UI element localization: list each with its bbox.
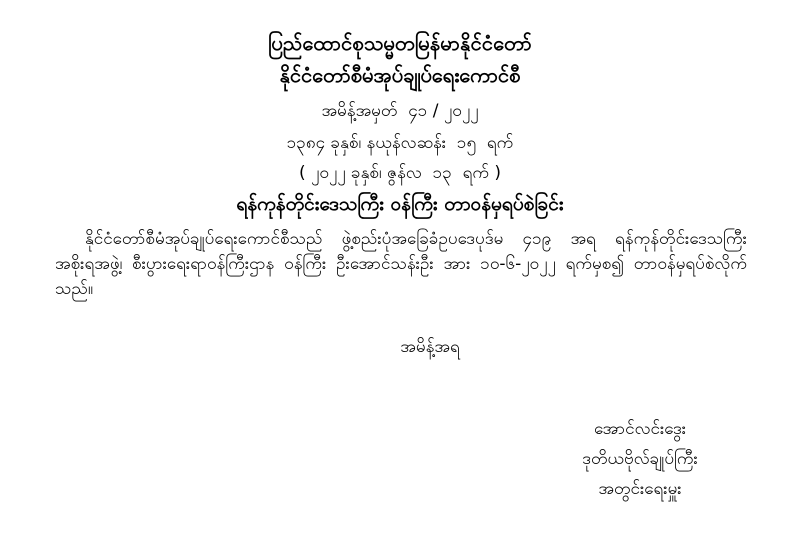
myanmar-calendar-date: ၁၃၈၄ ခုနှစ်၊ နယုန်လဆန်း ၁၅ ရက် xyxy=(286,133,514,153)
subject-heading: ရန်ကုန်တိုင်းဒေသကြီး ဝန်ကြီး တာဝန်မှရပ်စဲခြင်း xyxy=(236,193,564,215)
signatory-rank: ဒုတိယဗိုလ်ချုပ်ကြီး xyxy=(582,449,698,469)
order-number: အမိန့်အမှတ် ၄၁ / ၂၀၂၂ xyxy=(321,101,479,121)
by-order-text: အမိန့်အရ xyxy=(400,337,460,357)
signatory-name: အောင်လင်းဒွေး xyxy=(593,419,687,439)
signatory-position: အတွင်းရေးမှူး xyxy=(598,479,682,499)
country-title: ပြည်ထောင်စုသမ္မတမြန်မာနိုင်ငံတော် xyxy=(268,31,532,55)
signature-block xyxy=(510,414,770,504)
council-title: နိုင်ငံတော်စီမံအုပ်ချုပ်ရေးကောင်စီ xyxy=(279,63,521,87)
body-paragraph: နိုင်ငံတော်စီမံအုပ်ချုပ်ရေးကောင်စီသည် ဖွဲ့စည်းပုံအခြေခံဥပဒေပုဒ်မ ၄၁၉ အရ ရန်ကုန်တိုင်းဒေသကြီးအစိုးရအဖွဲ့၊ စီးပွားရေးရာဝန်ကြီးဌာန ဝန်ကြီး ဦးအောင်သန်းဦး အား ၁၀-၆-၂၀၂၂ ရက်မှစ၍ တာဝန်မှရပ်စဲလိုက်သည်။ xyxy=(55,229,747,299)
gregorian-date: ( ၂၀၂၂ ခုနှစ်၊ ဇွန်လ ၁၃ ရက် ) xyxy=(298,163,502,183)
